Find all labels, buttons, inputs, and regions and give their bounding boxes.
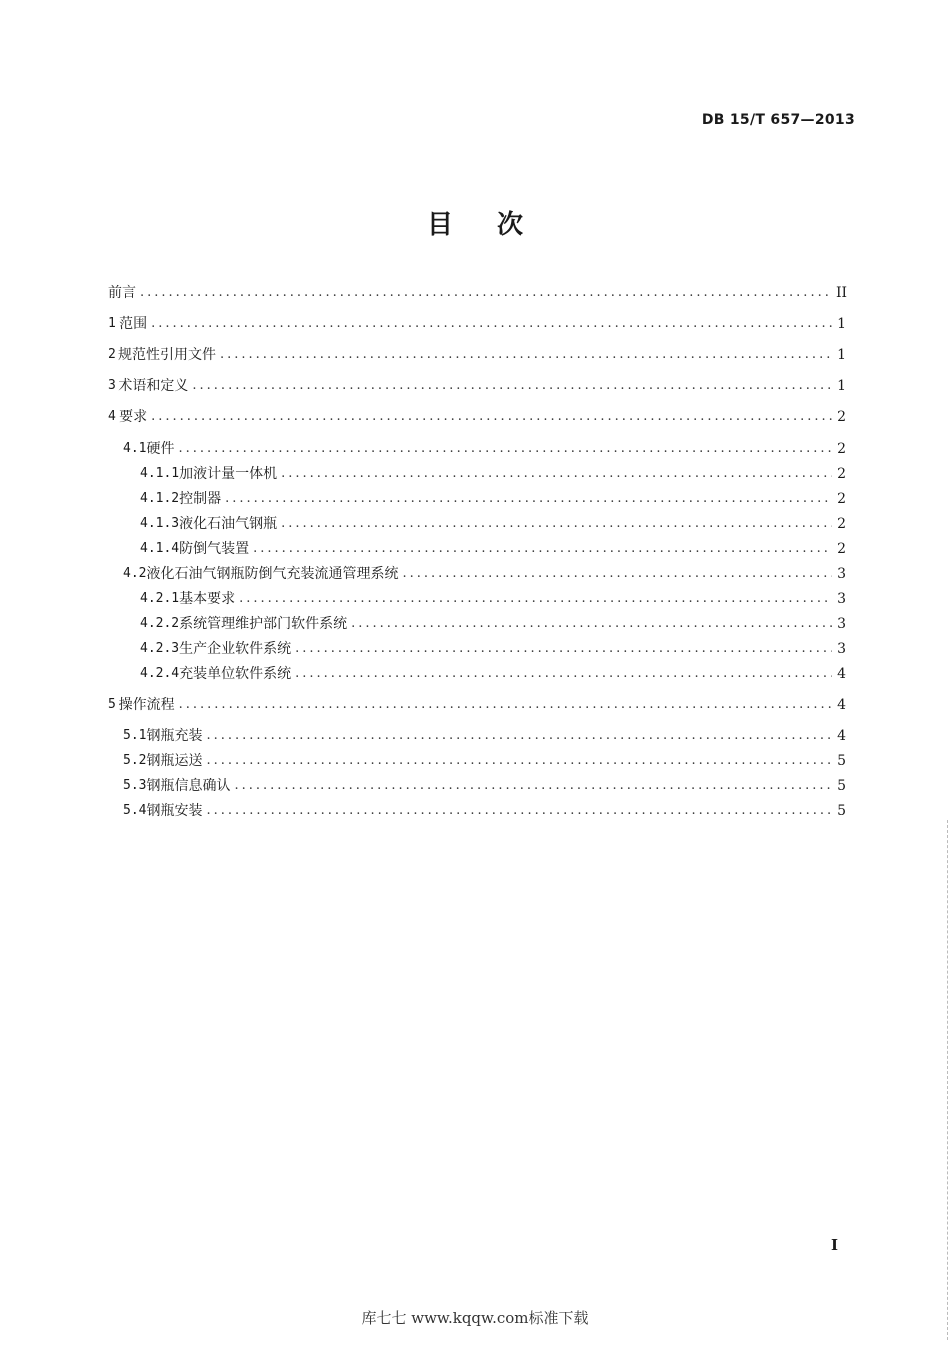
toc-entry-title: 硬件 [146, 441, 175, 457]
toc-entry-number: 4.1.3 [140, 516, 180, 531]
page-title: 目次 [426, 210, 567, 240]
toc-entry-title: 生产企业软件系统 [179, 641, 292, 657]
toc-entry-number: 5.2 [123, 753, 147, 768]
toc-entry-page: 1 [837, 316, 846, 332]
toc-entry [108, 345, 846, 365]
toc-entry-page: 2 [837, 441, 846, 457]
toc-entry-page: 3 [837, 641, 846, 657]
toc-leader-dots [192, 376, 832, 396]
toc-entry-page: 1 [837, 378, 846, 394]
toc-entry-number: 4.1.1 [140, 466, 180, 481]
toc-entry-page: 5 [837, 753, 846, 769]
toc-leader-dots [402, 564, 832, 584]
toc-entry-number: 1 [108, 316, 116, 331]
toc-leader-dots [178, 439, 832, 459]
toc-entry-number: 4.1 [123, 441, 147, 456]
toc-entry-title: 钢瓶充装 [146, 728, 203, 744]
toc-entry-title: 规范性引用文件 [117, 347, 216, 363]
toc-entry [108, 776, 846, 796]
watermark-text: 库七七 www.kqqw.com标准下载 [361, 1309, 589, 1327]
toc-entry-page: 5 [837, 778, 846, 794]
toc-entry-number: 4.2.3 [140, 641, 180, 656]
toc-entry-title: 防倒气装置 [179, 541, 250, 557]
toc-entry-page: 5 [837, 803, 846, 819]
toc-leader-dots [239, 589, 832, 609]
toc-entry [108, 539, 846, 559]
toc-entry-number: 2 [108, 347, 116, 362]
toc-entry-title: 术语和定义 [118, 378, 189, 394]
toc-entry-number: 3 [108, 378, 116, 393]
toc-entry [108, 407, 846, 427]
toc-entry [108, 376, 846, 396]
toc-entry [108, 801, 846, 821]
toc-entry-page: 2 [837, 466, 846, 482]
toc-leader-dots [179, 695, 832, 715]
toc-leader-dots [151, 314, 832, 334]
toc-entry-number: 4.2.4 [140, 666, 180, 681]
toc-entry-title: 控制器 [179, 491, 222, 507]
toc-entry [108, 639, 846, 659]
toc-entry-title: 系统管理维护部门软件系统 [179, 616, 348, 632]
toc-entry-title: 充装单位软件系统 [179, 666, 292, 682]
toc-entry-title: 液化石油气钢瓶防倒气充装流通管理系统 [146, 566, 399, 582]
toc-entry [108, 589, 846, 609]
toc-entry-number: 4.1.2 [140, 491, 180, 506]
page-number: I [830, 1236, 838, 1254]
toc-entry-page: 4 [837, 697, 846, 713]
toc-leader-dots [281, 464, 832, 484]
toc-entry [108, 726, 846, 746]
toc-entry [108, 751, 846, 771]
toc-leader-dots [281, 514, 832, 534]
toc-entry-title: 钢瓶运送 [146, 753, 203, 769]
toc-entry [108, 489, 846, 509]
toc-leader-dots [225, 489, 832, 509]
toc-entry-page: 4 [837, 728, 846, 744]
toc-entry-title: 前言 [108, 285, 136, 301]
toc-leader-dots [220, 345, 832, 365]
toc-entry-number: 5.4 [123, 803, 147, 818]
toc-leader-dots [140, 283, 832, 303]
toc-entry-page: 1 [837, 347, 846, 363]
toc-entry-title: 钢瓶安装 [146, 803, 203, 819]
toc-entry-page: 3 [837, 591, 846, 607]
toc-entry [108, 514, 846, 534]
toc-entry-number: 5.1 [123, 728, 147, 743]
toc-entry-number: 4.2.2 [140, 616, 180, 631]
toc-leader-dots [351, 614, 832, 634]
toc-leader-dots [206, 801, 832, 821]
toc-entry-title: 钢瓶信息确认 [146, 778, 231, 794]
toc-entry-title: 加液计量一体机 [179, 466, 278, 482]
toc-entry-page: 2 [837, 541, 846, 557]
document-code: DB 15/T 657—2013 [701, 112, 855, 128]
toc-entry-page: II [836, 285, 848, 301]
toc-entry-number: 4.1.4 [140, 541, 180, 556]
toc-entry-title: 要求 [119, 409, 148, 425]
toc-leader-dots [295, 664, 832, 684]
toc-entry-page: 2 [837, 409, 846, 425]
toc-entry-title: 基本要求 [179, 591, 236, 607]
toc-entry-number: 5.3 [123, 778, 147, 793]
toc-leader-dots [206, 726, 832, 746]
toc-entry [108, 314, 846, 334]
toc-entry [108, 283, 846, 303]
toc-entry-number: 4.2.1 [140, 591, 180, 606]
toc-entry-page: 2 [837, 516, 846, 532]
toc-entry [108, 439, 846, 459]
toc-entry [108, 695, 846, 715]
toc-entry-title: 范围 [119, 316, 148, 332]
toc-leader-dots [206, 751, 832, 771]
toc-entry-title: 液化石油气钢瓶 [179, 516, 278, 532]
scan-edge [945, 820, 948, 1340]
toc-entry-page: 3 [837, 616, 846, 632]
toc-leader-dots [253, 539, 832, 559]
toc-entry [108, 564, 846, 584]
toc-entry [108, 664, 846, 684]
toc-entry-title: 操作流程 [118, 697, 175, 713]
toc-entry [108, 464, 846, 484]
toc-entry-page: 4 [837, 666, 846, 682]
toc-leader-dots [234, 776, 832, 796]
toc-entry-number: 4.2 [123, 566, 147, 581]
toc-entry-page: 2 [837, 491, 846, 507]
toc-leader-dots [151, 407, 832, 427]
toc-entry-number: 4 [108, 409, 116, 424]
toc-entry-page: 3 [837, 566, 846, 582]
toc-entry-number: 5 [108, 697, 116, 712]
toc-entry [108, 614, 846, 634]
toc-leader-dots [295, 639, 832, 659]
